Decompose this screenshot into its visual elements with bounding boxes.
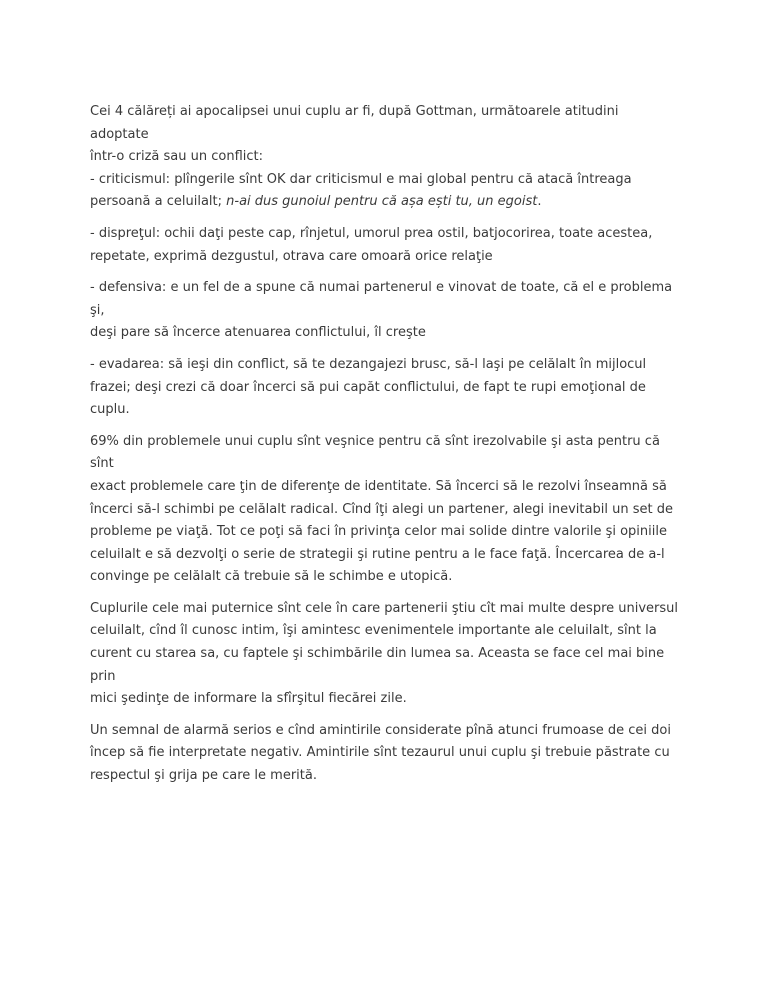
text-line: - criticismul: plîngerile sînt OK dar criticismul e mai global pentru că atacă întreaga [90,171,632,187]
paragraph-dispretul [90,223,680,268]
text-line: - evadarea: să ieşi din conflict, să te dezangajezi brusc, să-l laşi pe celălalt în mijlocul [90,356,647,372]
paragraph-semnal [90,720,680,788]
paragraph-evadarea [90,354,680,422]
text-line: probleme pe viaţă. Tot ce poţi să faci în privinţa celor mai solide dintre valorile şi opiniile [90,524,667,540]
text-line: frazei; deşi crezi că doar încerci să pui capăt conflictului, de fapt te rupi emoţional de cuplu. [90,379,646,418]
text-line: repetate, exprimă dezgustul, otrava care omoară orice relaţie [90,248,493,264]
text-line-end: . [537,194,542,210]
text-line: încep să fie interpretate negativ. Amintirile sînt tezaurul unui cuplu şi trebuie păstrate cu [90,745,670,761]
italic-example: n-ai dus gunoiul pentru că așa ești tu, un egoist [226,194,538,210]
text-line: într-o criză sau un conflict: [90,149,263,165]
text-line: - defensiva: e un fel de a spune că numai partenerul e vinovat de toate, că el e problema şi, [90,280,673,318]
text-line: 69% din problemele unui cuplu sînt veşnice pentru că sînt irezolvabile şi asta pentru că sînt [90,433,660,472]
text-line: curent cu starea sa, cu faptele şi schimbările din lumea sa. Aceasta se face cel mai bine prin [90,646,665,684]
paragraph-defensiva [90,277,680,345]
text-line: celuilalt e să dezvolţi o serie de strategii şi rutine pentru a le face faţă. Încercarea de a-l [90,546,665,562]
text-line: încerci să-l schimbi pe celălalt radical. Cînd îţi alegi un partener, alegi inevitabil un set de [90,501,673,517]
paragraph-probleme [90,431,680,589]
text-line: - dispreţul: ochii daţi peste cap, rînjetul, umorul prea ostil, batjocorirea, toate acestea, [90,225,653,241]
text-line: Cei 4 călăreți ai apocalipsei unui cuplu ar fi, după Gottman, următoarele atitudini adoptate [90,104,619,142]
paragraph-cuplurile [90,598,680,711]
text-line: mici şedinţe de informare la sfîrşitul fiecărei zile. [90,691,407,707]
text-line: Un semnal de alarmă serios e cînd amintirile considerate pînă atunci frumoase de cei doi [90,722,671,738]
text-line: exact problemele care ţin de diferenţe de identitate. Să încerci să le rezolvi înseamnă să [90,478,667,494]
text-line: convinge pe celălalt că trebuie să le schimbe e utopică. [90,569,453,585]
text-line: celuilalt, cînd îl cunosc intim, îşi amintesc evenimentele importante ale celuilalt, sînt la [90,623,657,639]
text-line: persoană a celuilalt; [90,194,227,210]
text-line: deşi pare să încerce atenuarea conflictului, îl creşte [90,325,426,341]
text-line: Cuplurile cele mai puternice sînt cele în care partenerii ştiu cît mai multe despre universul [90,600,679,616]
text-line: respectul şi grija pe care le merită. [90,768,317,784]
document-body [90,101,680,797]
paragraph-intro [90,101,680,214]
